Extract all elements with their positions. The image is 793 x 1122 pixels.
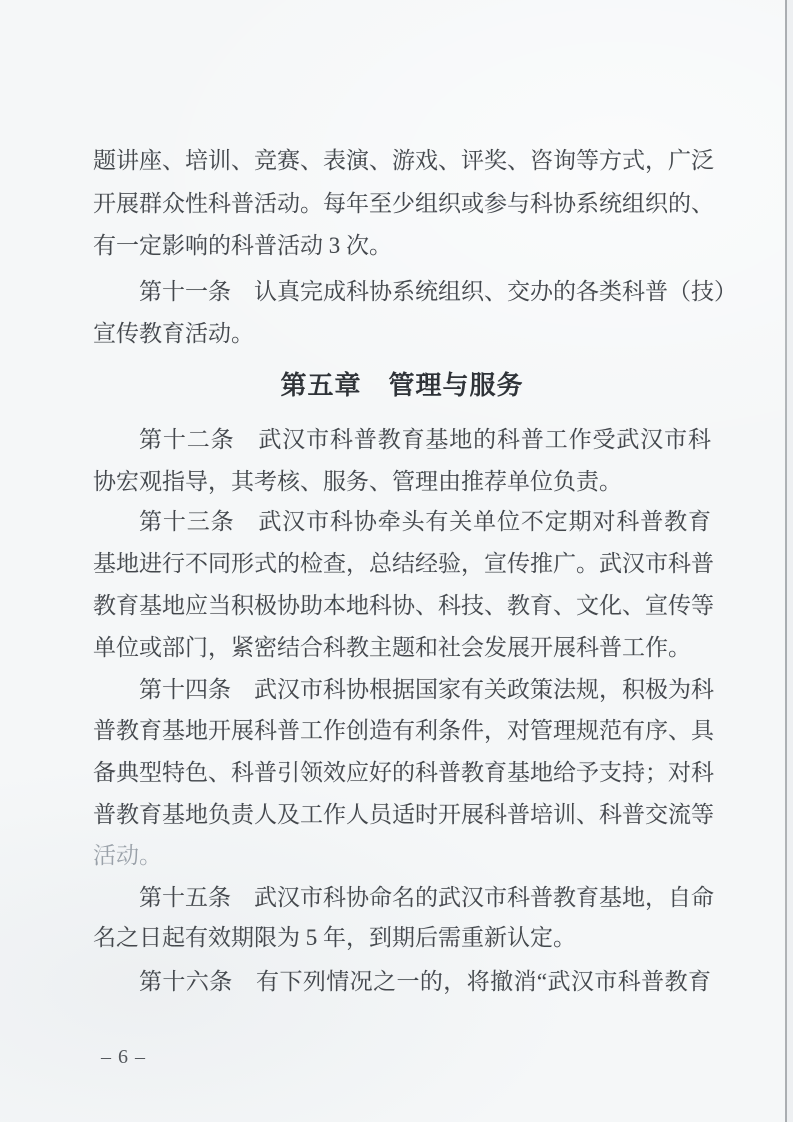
text-line: 名之日起有效期限为 5 年，到期后需重新认定。 — [93, 925, 576, 950]
text-line-article-11: 第十一条 认真完成科协系统组织、交办的各类科普（技） — [139, 279, 737, 304]
text-line: 基地进行不同形式的检查，总结经验，宣传推广。武汉市科普 — [93, 551, 714, 576]
chapter-heading: 第五章 管理与服务 — [280, 370, 524, 400]
text-line-article-12: 第十二条 武汉市科普教育基地的科普工作受武汉市科 — [139, 427, 711, 452]
text-line: 有一定影响的科普活动 3 次。 — [93, 233, 392, 258]
text-line: 开展群众性科普活动。每年至少组织或参与科协系统组织的、 — [93, 191, 714, 216]
scan-edge-line — [785, 0, 787, 1122]
text-line-article-15: 第十五条 武汉市科协命名的武汉市科普教育基地，自命 — [139, 885, 714, 910]
text-line: 题讲座、培训、竞赛、表演、游戏、评奖、咨询等方式，广泛 — [93, 148, 714, 173]
page-number: – 6 – — [101, 1046, 146, 1068]
text-line-article-13: 第十三条 武汉市科协牵头有关单位不定期对科普教育 — [139, 509, 711, 534]
text-line: 教育基地应当积极协助本地科协、科技、教育、文化、宣传等 — [93, 593, 714, 618]
text-line: 协宏观指导，其考核、服务、管理由推荐单位负责。 — [93, 469, 622, 494]
text-line: 单位或部门，紧密结合科教主题和社会发展开展科普工作。 — [93, 635, 691, 660]
document-text-block — [93, 0, 737, 1122]
text-line-article-14: 第十四条 武汉市科协根据国家有关政策法规，积极为科 — [139, 677, 714, 702]
text-line: 宣传教育活动。 — [93, 321, 254, 346]
text-line: 备典型特色、科普引领效应好的科普教育基地给予支持；对科 — [93, 760, 714, 785]
text-line: 活动。 — [93, 843, 162, 868]
text-line-article-16: 第十六条 有下列情况之一的，将撤消“武汉市科普教育 — [139, 969, 711, 994]
scan-edge-strip — [786, 0, 793, 1122]
text-line: 普教育基地开展科普工作创造有利条件，对管理规范有序、具 — [93, 718, 714, 743]
text-line: 普教育基地负责人及工作人员适时开展科普培训、科普交流等 — [93, 802, 714, 827]
